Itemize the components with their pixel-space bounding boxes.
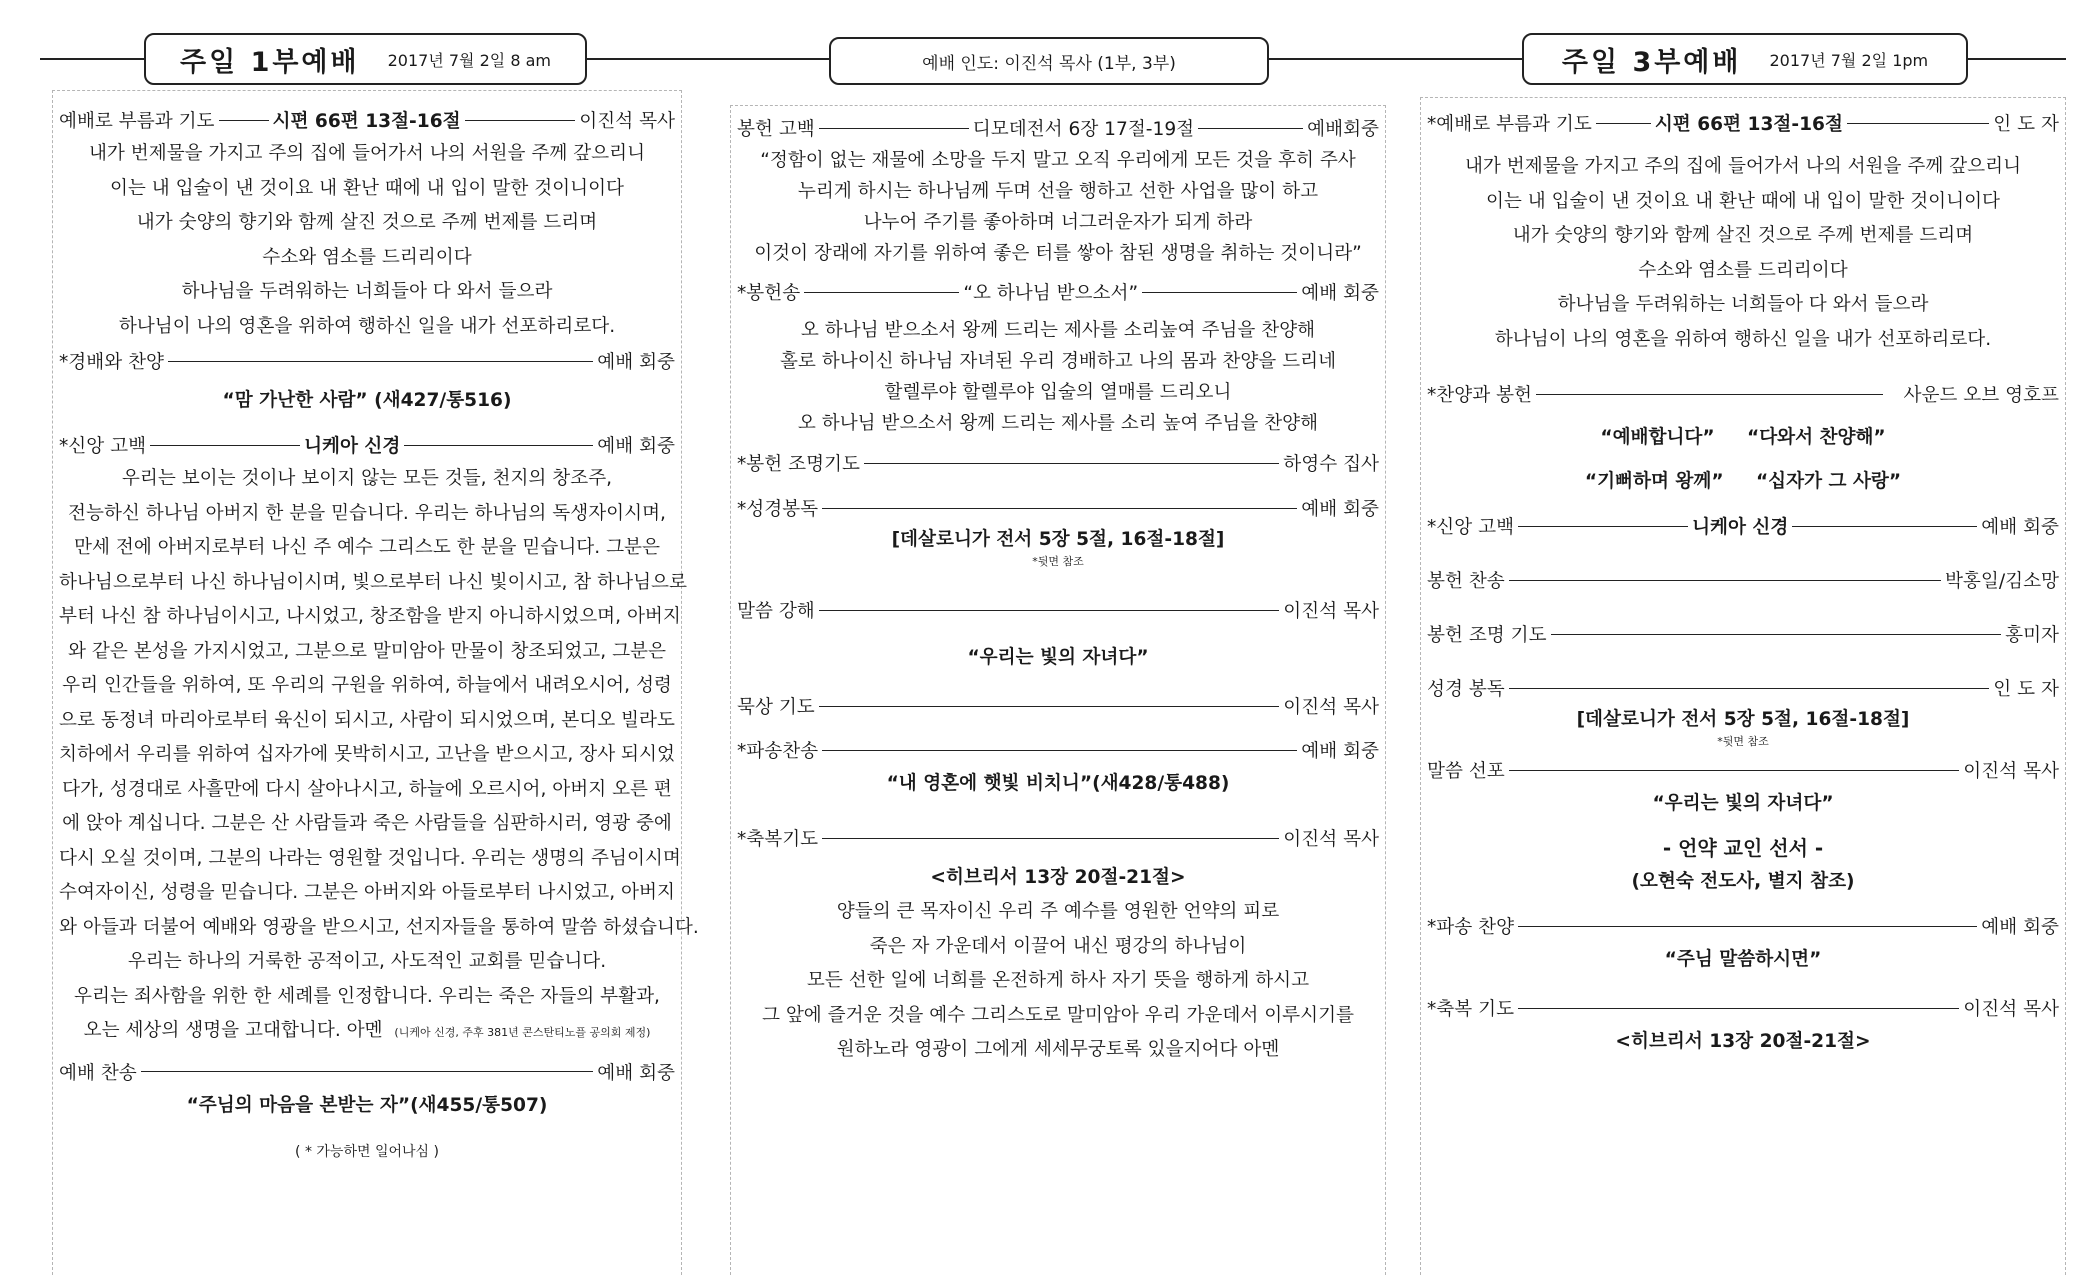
hymn-row bbox=[59, 1055, 675, 1089]
sending-hymn-leader: 예배 회중 bbox=[1301, 741, 1379, 762]
leader-dash bbox=[1518, 926, 1977, 927]
leader-dash bbox=[1847, 123, 1989, 124]
header-rule-center-left bbox=[585, 58, 831, 60]
header-box-leader bbox=[829, 37, 1269, 85]
leader-dash bbox=[1596, 123, 1651, 124]
column-center bbox=[730, 105, 1386, 1275]
leader-dash bbox=[822, 508, 1297, 509]
benediction-row bbox=[737, 821, 1379, 855]
praise-song: “예배합니다” bbox=[1600, 427, 1715, 448]
creed-line: 우리는 보이는 것이나 보이지 않는 모든 것들, 천지의 창조주, bbox=[121, 468, 613, 489]
benediction-leader: 이진석 목사 bbox=[1283, 829, 1379, 850]
praise-label: *찬양과 봉헌 bbox=[1427, 385, 1533, 406]
sending-hymn-row bbox=[1427, 909, 2059, 943]
offering-song-lyric: 오 하나님 받으소서 왕께 드리는 제사를 소리 높여 주님을 찬양해 bbox=[797, 413, 1319, 434]
psalm-line: 내가 번제물을 가지고 주의 집에 들어가서 나의 서원을 주께 갚으리니 bbox=[1464, 156, 2022, 177]
sending-song: “주님 말씀하시면” bbox=[1664, 949, 1822, 970]
call-to-worship-row bbox=[1427, 106, 2059, 140]
leader-dash bbox=[804, 292, 959, 293]
offering-prayer-row bbox=[737, 445, 1379, 481]
creed-row bbox=[59, 428, 675, 462]
psalm-line: 내가 숫양의 향기와 함께 살진 것으로 주께 번제를 드리며 bbox=[1512, 225, 1974, 246]
offering-verse-line: “정함이 없는 재물에 소망을 두지 말고 오직 우리에게 모든 것을 후히 주사 bbox=[760, 150, 1356, 171]
creed-line: 하나님으로부터 나신 하나님이시며, 빛으로부터 나신 빛이시고, 참 하나님으로 bbox=[59, 571, 687, 593]
hymn-leader: 예배 회중 bbox=[597, 1062, 675, 1084]
psalm-line: 이는 내 입술이 낸 것이요 내 환난 때에 내 입이 말한 것이니이다 bbox=[109, 177, 625, 199]
sermon-preacher: 이진석 목사 bbox=[1283, 601, 1379, 622]
creed-amen: 오는 세상의 생명을 고대합니다. 아멘 bbox=[83, 1020, 383, 1041]
creed-line: 으로 동정녀 마리아로부터 육신이 되시고, 사람이 되시었으며, 본디오 빌라도 bbox=[59, 709, 675, 731]
call-scripture: 시편 66편 13절-16절 bbox=[1654, 114, 1843, 135]
praise-song-ref: (새427/통516) bbox=[367, 390, 512, 411]
creed-line: 우리는 죄사함을 위한 한 세례를 인정합니다. 우리는 죽은 자들의 부활과, bbox=[74, 985, 660, 1007]
leader-dash bbox=[1142, 292, 1297, 293]
psalm-line: 수소와 염소를 드리리이다 bbox=[1638, 259, 1848, 281]
sending-song-title: “내 영혼에 햇빛 비치니” bbox=[886, 773, 1093, 794]
leader-dash bbox=[219, 120, 269, 121]
sending-song-ref: (새428/통488) bbox=[1092, 773, 1230, 794]
praise-leader: 예배 회중 bbox=[597, 352, 675, 373]
leader-dash bbox=[168, 361, 593, 362]
creed-line: 우리는 하나의 거룩한 공적이고, 사도적인 교회를 믿습니다. bbox=[127, 951, 607, 972]
leader-dash bbox=[1509, 688, 1990, 689]
column-service3 bbox=[1420, 97, 2066, 1275]
creed-line: 우리 인간들을 위하여, 또 우리의 구원을 위하여, 하늘에서 내려오시어, 성령 bbox=[62, 675, 672, 696]
sermon-label: 말씀 선포 bbox=[1427, 761, 1505, 782]
sermon-title: “우리는 빛의 자녀다” bbox=[1652, 793, 1834, 814]
creed-line: 다시 오실 것이며, 그분의 나라는 영원할 것입니다. 우리는 생명의 주님이시며 bbox=[59, 847, 681, 869]
psalm-line: 내가 번제물을 가지고 주의 집에 들어가서 나의 서원을 주께 갚으리니 bbox=[88, 143, 646, 164]
creed-label: *신앙 고백 bbox=[1427, 517, 1515, 538]
leader-dash bbox=[1536, 394, 1883, 395]
leader-dash bbox=[1518, 1008, 1959, 1009]
sermon-row bbox=[1427, 753, 2059, 787]
offering-confession-row bbox=[737, 111, 1379, 145]
leader-dash bbox=[819, 128, 969, 129]
offering-song-lyric: 할렐루야 할렐루야 입술의 열매를 드리오니 bbox=[884, 382, 1232, 403]
creed-name: 니케아 신경 bbox=[1692, 517, 1789, 538]
benediction-label: *축복 기도 bbox=[1427, 999, 1515, 1020]
leader-dash bbox=[819, 706, 1280, 707]
benediction-leader: 이진석 목사 bbox=[1963, 999, 2059, 1020]
creed-line: 다가, 성경대로 사흘만에 다시 살아나시고, 하늘에 오르시어, 아버지 오른 편 bbox=[62, 778, 672, 800]
psalm-line: 하나님을 두려워하는 너희들아 다 와서 들으라 bbox=[1557, 294, 1929, 315]
call-scripture: 시편 66편 13절-16절 bbox=[272, 111, 461, 132]
sending-hymn-leader: 예배 회중 bbox=[1981, 917, 2059, 938]
creed-name: 니케아 신경 bbox=[304, 436, 401, 457]
header-rule-left bbox=[40, 58, 145, 60]
reading-leader: 인 도 자 bbox=[1993, 679, 2059, 700]
leader-dash bbox=[1198, 128, 1303, 129]
psalm-line: 수소와 염소를 드리리이다 bbox=[262, 246, 472, 268]
header-rule-right bbox=[1966, 58, 2066, 60]
psalm-line: 하나님이 나의 영혼을 위하여 행하신 일을 내가 선포하리로다. bbox=[118, 315, 616, 337]
praise-song: “십자가 그 사랑” bbox=[1755, 471, 1902, 492]
creed-line: 수여자이신, 성령을 믿습니다. 그분은 아버지와 아들로부터 나시었고, 아버지 bbox=[59, 882, 675, 903]
benediction-line: 모든 선한 일에 너희를 온전하게 하사 자기 뜻을 행하게 하시고 bbox=[806, 970, 1310, 991]
leader-dash bbox=[1792, 526, 1977, 527]
creed-label: *신앙 고백 bbox=[59, 436, 147, 457]
hymn-song-ref: (새455/통507) bbox=[410, 1094, 548, 1116]
hymn-label: 예배 찬송 bbox=[59, 1062, 137, 1084]
reading-row bbox=[737, 491, 1379, 525]
leader-dash bbox=[404, 445, 593, 446]
offering-scripture: 디모데전서 6장 17절-19절 bbox=[972, 119, 1195, 140]
offering-song-leader: 예배 회중 bbox=[1301, 283, 1380, 304]
offering-verse-line: 누리게 하시는 하나님께 두며 선을 행하고 선한 사업을 많이 하고 bbox=[797, 181, 1319, 202]
reading-label: 성경 봉독 bbox=[1427, 679, 1505, 700]
leader-dash bbox=[141, 1071, 593, 1072]
offering-song-title: “오 하나님 받으소서” bbox=[963, 283, 1139, 304]
covenant-note: (오현숙 전도사, 별지 참조) bbox=[1631, 871, 1855, 892]
offering-song-lyric: 홀로 하나이신 하나님 자녀된 우리 경배하고 나의 몸과 찬양을 드리네 bbox=[779, 351, 1337, 372]
creed-source-note: (니케아 신경, 주후 381년 콘스탄티노플 공의회 제정) bbox=[394, 1026, 651, 1039]
leader-dash bbox=[150, 445, 300, 446]
creed-line-last bbox=[59, 1014, 675, 1049]
offering-song-lyric: 오 하나님 받으소서 왕께 드리는 제사를 소리높여 주님을 찬양해 bbox=[800, 320, 1316, 341]
sermon-label: 말씀 강해 bbox=[737, 601, 815, 622]
offering-hymn-row bbox=[1427, 563, 2059, 597]
praise-leader: 사운드 오브 영호프 bbox=[1903, 385, 2059, 406]
offering-hymn-leader: 박홍일/김소망 bbox=[1944, 571, 2059, 592]
service3-date: 2017년 7월 2일 1pm bbox=[1769, 50, 1929, 70]
psalm-line: 내가 숫양의 향기와 함께 살진 것으로 주께 번제를 드리며 bbox=[136, 212, 598, 233]
call-leader: 인 도 자 bbox=[1993, 114, 2059, 135]
header-rule-center-right bbox=[1268, 58, 1524, 60]
creed-line: 부터 나신 참 하나님이시고, 나시었고, 창조함을 받지 아니하시었으며, 아버지 bbox=[59, 606, 681, 627]
offering-prayer-label: 봉헌 조명 기도 bbox=[1427, 625, 1547, 646]
reading-reference: [데살로니가 전서 5장 5절, 16절-18절] bbox=[1576, 709, 1910, 730]
praise-song-title: “맘 가난한 사람” bbox=[222, 390, 368, 411]
benediction-line: 양들의 큰 목자이신 우리 주 예수를 영원한 언약의 피로 bbox=[836, 901, 1280, 922]
reading-label: *성경봉독 bbox=[737, 499, 819, 520]
praise-song: “기뻐하며 왕께” bbox=[1584, 471, 1724, 492]
psalm-line: 하나님을 두려워하는 너희들아 다 와서 들으라 bbox=[181, 281, 553, 302]
leader-dash bbox=[822, 838, 1279, 839]
creed-leader: 예배 회중 bbox=[1981, 517, 2059, 538]
creed-line: 치하에서 우리를 위하여 십자가에 못박히시고, 고난을 받으시고, 장사 되시었 bbox=[59, 744, 675, 765]
praise-row bbox=[59, 344, 675, 378]
reading-reference: [데살로니가 전서 5장 5절, 16절-18절] bbox=[891, 529, 1225, 550]
benediction-label: *축복기도 bbox=[737, 829, 819, 850]
praise-song bbox=[59, 384, 675, 418]
silent-prayer-leader: 이진석 목사 bbox=[1283, 697, 1379, 718]
sermon-row bbox=[737, 593, 1379, 627]
benediction-line: 원하노라 영광이 그에게 세세무궁토록 있을지어다 아멘 bbox=[836, 1039, 1280, 1060]
leader-dash bbox=[1551, 634, 2002, 635]
creed-line: 에 앉아 계십니다. 그분은 산 사람들과 죽은 사람들을 심판하시러, 영광 중에 bbox=[62, 813, 672, 834]
sending-hymn-row bbox=[737, 733, 1379, 767]
leader-dash bbox=[819, 610, 1280, 611]
benediction-line: 그 앞에 즐거운 것을 예수 그리스도로 말미암아 우리 가운데서 이루시기를 bbox=[761, 1004, 1355, 1026]
leader-dash bbox=[1509, 770, 1960, 771]
creed-line: 와 같은 본성을 가지시었고, 그분으로 말미암아 만물이 창조되었고, 그분은 bbox=[68, 640, 666, 662]
offering-prayer-row bbox=[1427, 617, 2059, 651]
reading-leader: 예배 회중 bbox=[1301, 499, 1379, 520]
hymn-song bbox=[59, 1089, 675, 1123]
offering-verse-line: 나누어 주기를 좋아하며 너그러운자가 되게 하라 bbox=[863, 212, 1253, 233]
offering-verse-line: 이것이 장래에 자기를 위하여 좋은 터를 쌓아 참된 생명을 취하는 것이니라” bbox=[754, 243, 1362, 264]
benediction-row bbox=[1427, 991, 2059, 1025]
creed-line: 전능하신 하나님 아버지 한 분을 믿습니다. 우리는 하나님의 독생자이시며, bbox=[68, 502, 666, 524]
silent-prayer-row bbox=[737, 689, 1379, 723]
worship-leader: 예배 인도: 이진석 목사 (1부, 3부) bbox=[922, 53, 1176, 74]
creed-row bbox=[1427, 509, 2059, 543]
reading-note: *뒷면 참조 bbox=[1032, 555, 1084, 568]
offering-prayer-label: *봉헌 조명기도 bbox=[737, 454, 860, 475]
header-box-service1 bbox=[144, 33, 587, 85]
call-label: *예배로 부름과 기도 bbox=[1427, 114, 1592, 135]
call-to-worship-row bbox=[59, 103, 675, 137]
psalm-line: 하나님이 나의 영혼을 위하여 행하신 일을 내가 선포하리로다. bbox=[1494, 328, 1992, 350]
offering-label: 봉헌 고백 bbox=[737, 119, 815, 140]
sermon-preacher: 이진석 목사 bbox=[1963, 761, 2059, 782]
praise-songs-line bbox=[1427, 421, 2059, 455]
header-box-service3 bbox=[1522, 33, 1968, 85]
creed-line: 만세 전에 아버지로부터 나신 주 예수 그리스도 한 분을 믿습니다. 그분은 bbox=[74, 537, 660, 558]
praise-label: *경배와 찬양 bbox=[59, 352, 165, 373]
covenant-title: - 언약 교인 선서 - bbox=[1662, 836, 1824, 860]
praise-song: “다와서 찬양해” bbox=[1746, 427, 1886, 448]
benediction-line: 죽은 자 가운데서 이끌어 내신 평강의 하나님이 bbox=[869, 935, 1247, 957]
benediction-reference: <히브리서 13장 20절-21절> bbox=[930, 867, 1186, 888]
reading-note: *뒷면 참조 bbox=[1717, 735, 1769, 748]
leader-dash bbox=[864, 463, 1279, 464]
creed-leader: 예배 회중 bbox=[597, 436, 675, 457]
benediction-reference: <히브리서 13장 20절-21절> bbox=[1615, 1031, 1871, 1052]
offering-leader: 예배회중 bbox=[1307, 119, 1379, 140]
offering-prayer-leader: 하영수 집사 bbox=[1283, 454, 1379, 475]
call-label: 예배로 부름과 기도 bbox=[59, 111, 215, 132]
reading-row bbox=[1427, 671, 2059, 705]
hymn-song-title: “주님의 마음을 본받는 자” bbox=[186, 1094, 411, 1116]
sending-song bbox=[737, 767, 1379, 801]
praise-songs-line bbox=[1427, 465, 2059, 499]
sending-hymn-label: *파송찬송 bbox=[737, 741, 819, 762]
silent-prayer-label: 묵상 기도 bbox=[737, 697, 815, 718]
service1-title: 주일 1부예배 bbox=[180, 46, 360, 78]
leader-dash bbox=[1509, 580, 1941, 581]
offering-song-label: *봉헌송 bbox=[737, 283, 801, 304]
column-service1 bbox=[52, 90, 699, 1275]
call-leader: 이진석 목사 bbox=[579, 111, 675, 132]
offering-prayer-leader: 홍미자 bbox=[2005, 625, 2059, 646]
creed-line: 와 아들과 더불어 예배와 영광을 받으시고, 선지자들을 통하여 말씀 하셨습니다. bbox=[59, 916, 699, 938]
leader-dash bbox=[465, 120, 576, 121]
stand-note: ( * 가능하면 일어나심 ) bbox=[295, 1143, 439, 1160]
offering-hymn-label: 봉헌 찬송 bbox=[1427, 571, 1505, 592]
leader-dash bbox=[822, 750, 1297, 751]
sending-hymn-label: *파송 찬양 bbox=[1427, 917, 1515, 938]
sermon-title: “우리는 빛의 자녀다” bbox=[967, 647, 1149, 668]
leader-dash bbox=[1518, 526, 1688, 527]
offering-song-row bbox=[737, 275, 1379, 309]
service3-title: 주일 3부예배 bbox=[1561, 46, 1742, 78]
psalm-line: 이는 내 입술이 낸 것이요 내 환난 때에 내 입이 말한 것이니이다 bbox=[1485, 190, 2001, 212]
service1-date: 2017년 7월 2일 8 am bbox=[387, 50, 551, 70]
praise-offering-row bbox=[1427, 377, 2059, 411]
